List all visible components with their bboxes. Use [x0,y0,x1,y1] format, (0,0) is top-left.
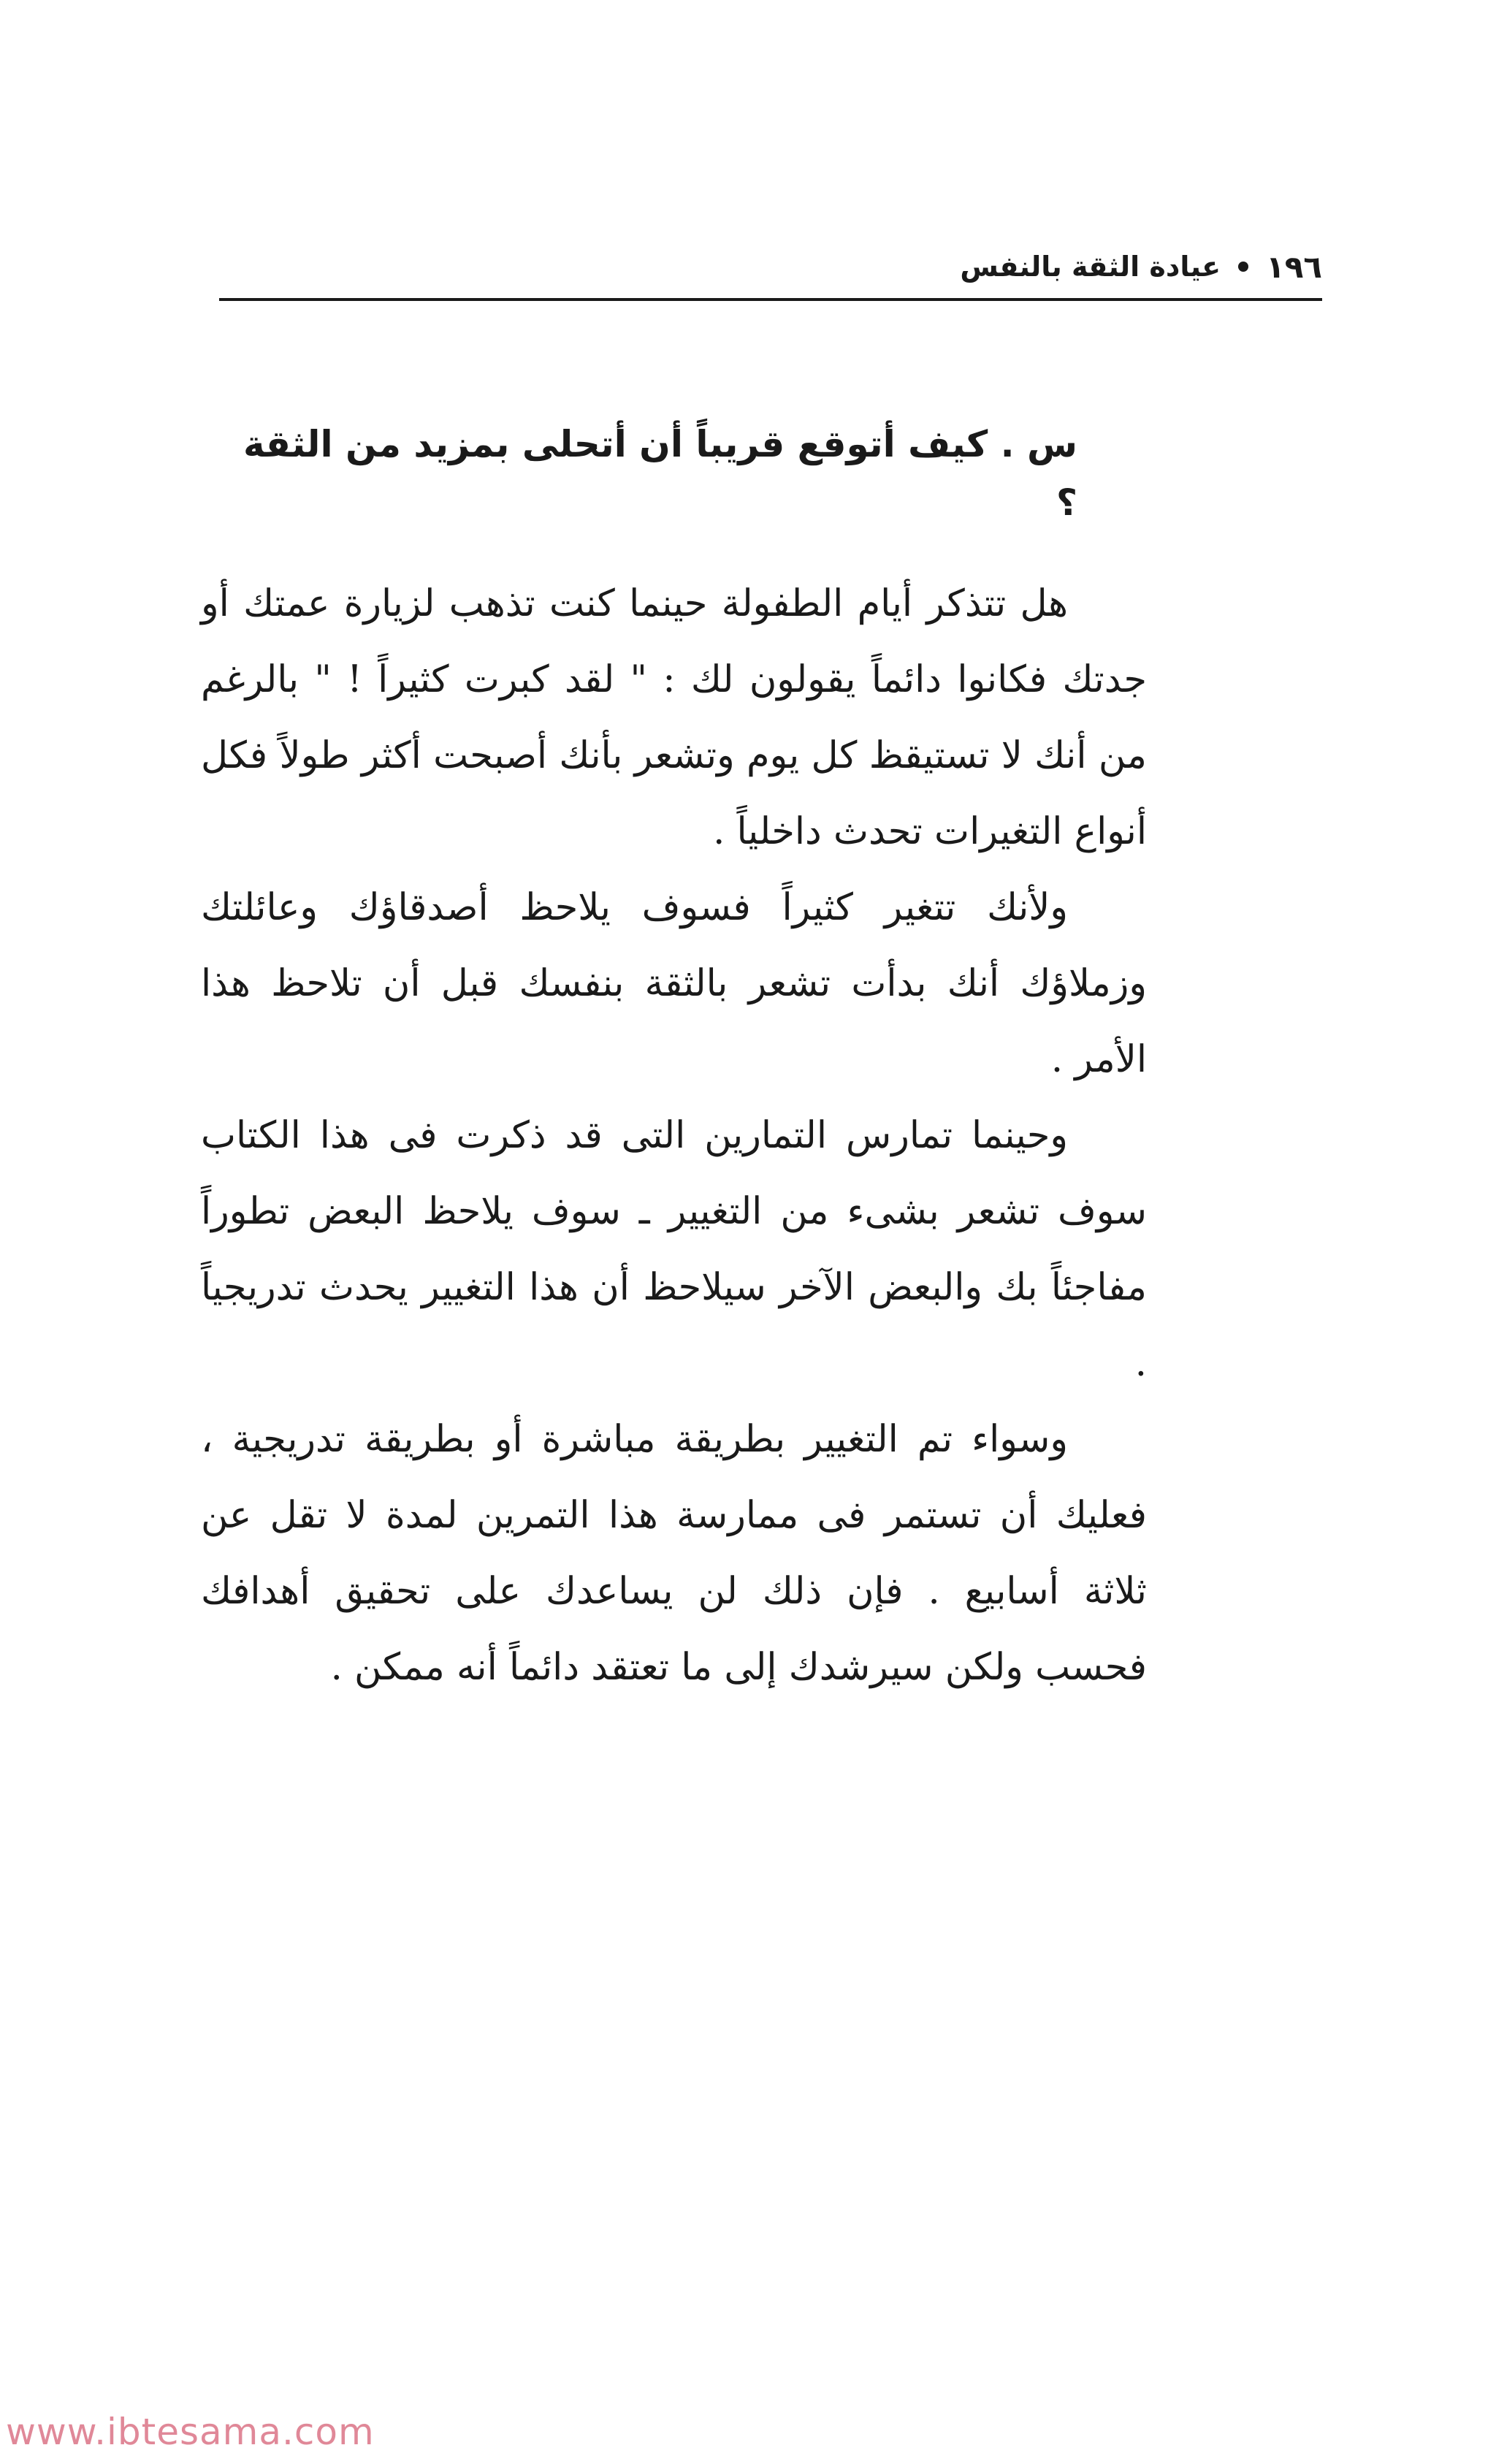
bullet-icon [1238,262,1248,272]
paragraph: هل تتذكر أيام الطفولة حينما كنت تذهب لزيارة عمتك أو جدتك فكانوا دائماً يقولون لك : " لقد كبرت كثيراً ! " بالرغم من أنك لا تستيقظ كل يوم وتشعر بأنك أصبحت أكثر طولاً فكل أنواع التغيرات تحدث داخلياً . [201,582,1147,853]
paragraph: ولأنك تتغير كثيراً فسوف يلاحظ أصدقاؤك وعائلتك وزملاؤك أنك بدأت تشعر بالثقة بنفسك قبل أن تلاحظ هذا الأمر . [201,886,1147,1081]
watermark: www.ibtesama.com [6,2411,375,2453]
paragraph: وسواء تم التغيير بطريقة مباشرة أو بطريقة تدريجية ، فعليك أن تستمر فى ممارسة هذا التمرين لمدة لا تقل عن ثلاثة أسابيع . فإن ذلك لن يساعدك على تحقيق أهدافك فحسب ولكن سيرشدك إلى ما تعتقد دائماً أنه ممكن . [201,1418,1147,1689]
running-title: عيادة الثقة بالنفس [960,251,1221,283]
header-divider [219,298,1322,301]
question-heading: س . كيف أتوقع قريباً أن أتحلى بمزيد من الثقة ؟ [243,423,1077,524]
page-header [219,241,1322,292]
body-text [201,566,1147,1706]
paragraph: وحينما تمارس التمارين التى قد ذكرت فى هذا الكتاب سوف تشعر بشىء من التغيير ـ سوف يلاحظ البعض تطوراً مفاجئاً بك والبعض الآخر سيلاحظ أن هذا التغيير يحدث تدريجياً . [201,1114,1147,1385]
page-number: ١٩٦ [1266,248,1322,285]
